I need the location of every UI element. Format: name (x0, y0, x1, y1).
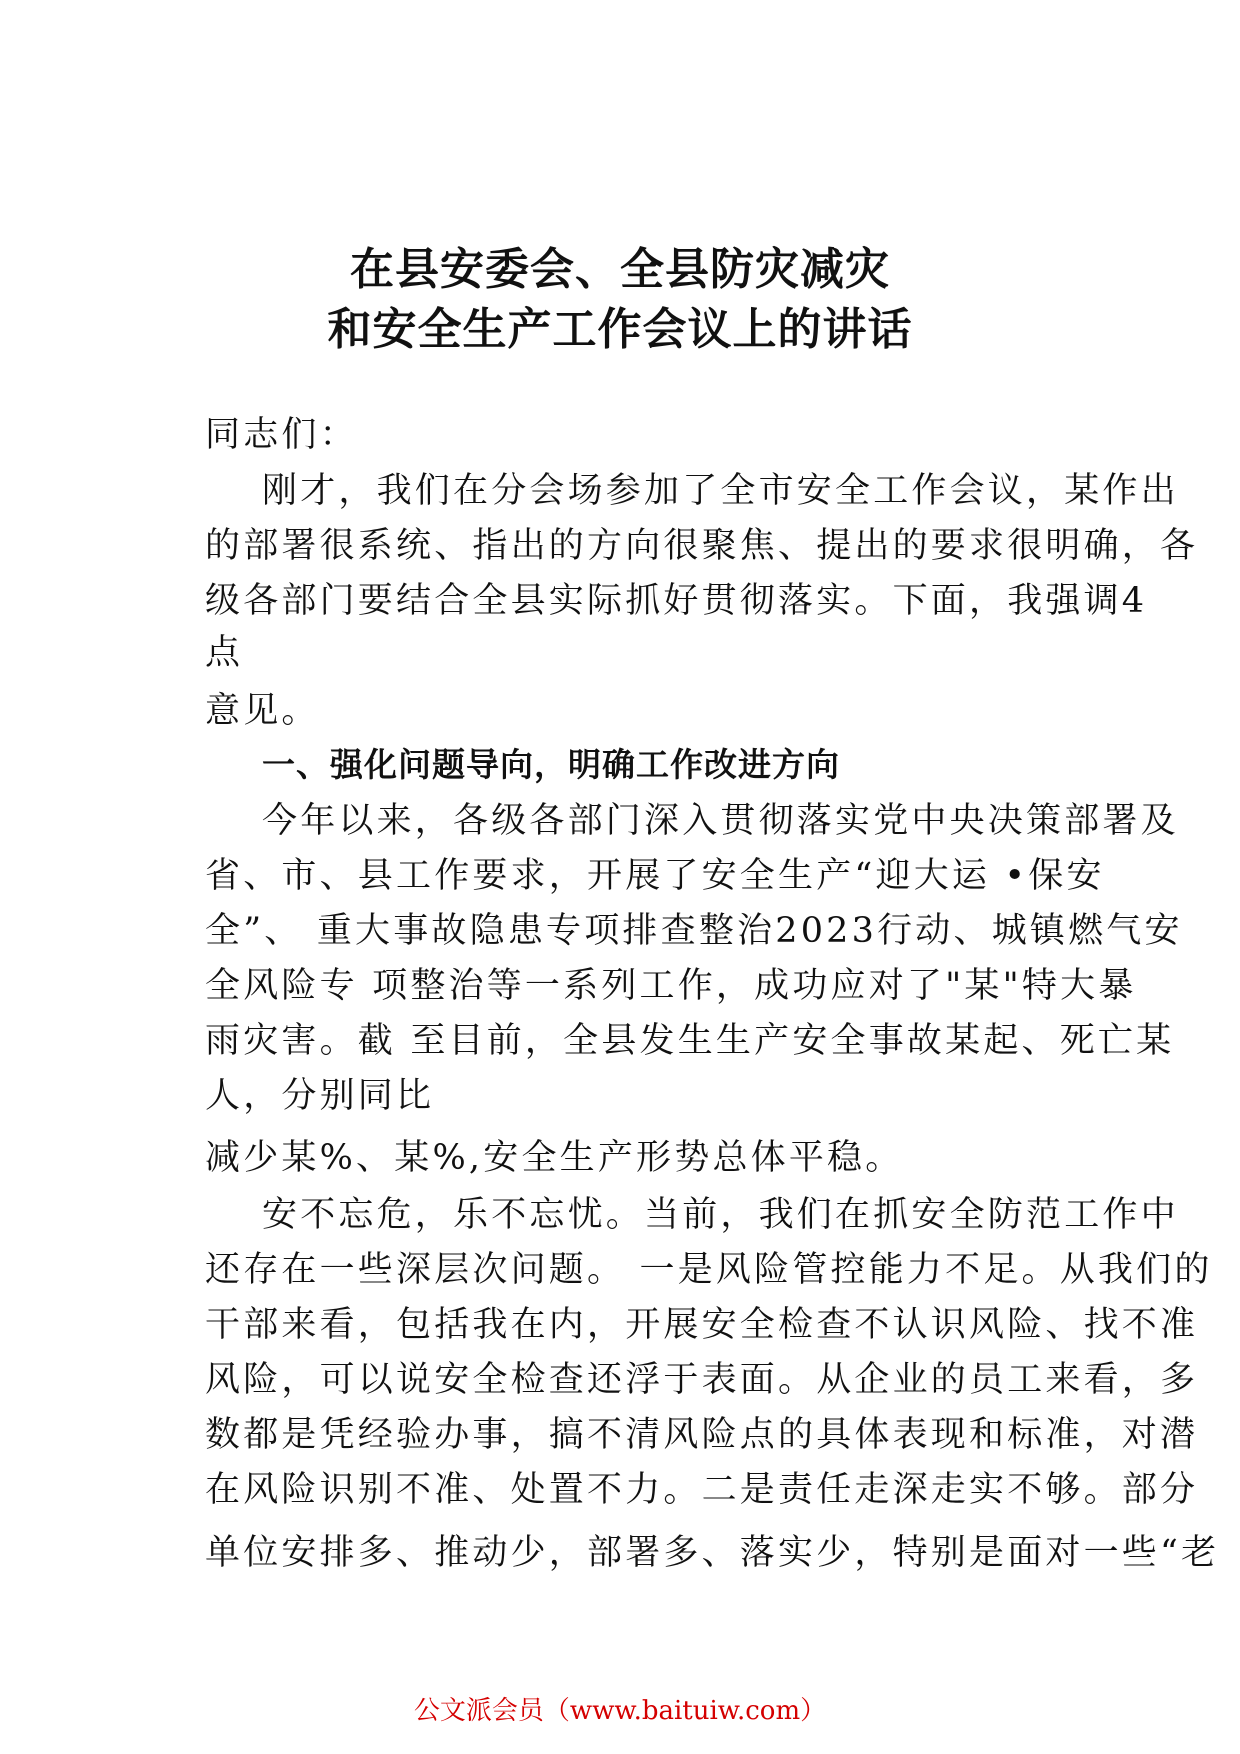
body-line: 全风险专 项整治等一系列工作，成功应对了"某"特大暴 (205, 966, 1137, 1006)
body-line: 单位安排多、推动少，部署多、落实少，特别是面对一些“老 (205, 1533, 1220, 1573)
body-line: 减少某%、某%,安全生产形势总体平稳。 (205, 1138, 904, 1178)
body-line: 雨灾害。截 至目前，全县发生生产安全事故某起、死亡某 (205, 1021, 1175, 1061)
body-line: 人，分别同比 (205, 1076, 435, 1116)
body-line: 风险，可以说安全检查还浮于表面。从企业的员工来看，多 (205, 1360, 1199, 1400)
section-heading: 一、强化问题导向，明确工作改进方向 (262, 745, 840, 784)
body-line: 安不忘危，乐不忘忧。当前，我们在抓安全防范工作中 (262, 1195, 1179, 1235)
body-line: 刚才，我们在分会场参加了全市安全工作会议，某作出 (262, 471, 1179, 511)
body-line: 数都是凭经验办事，搞不清风险点的具体表现和标准，对潜 (205, 1415, 1199, 1455)
body-line: 级各部门要结合全县实际抓好贯彻落实。下面，我强调4 (205, 581, 1148, 621)
title-line-2: 和安全生产工作会议上的讲话 (327, 304, 913, 355)
document-title (0, 240, 1240, 360)
footer-watermark-link[interactable]: 公文派会员（www.baituiw.com） (413, 1696, 827, 1726)
body-line: 全”、 重大事故隐患专项排查整治2023行动、城镇燃气安 (205, 911, 1183, 951)
body-line: 今年以来，各级各部门深入贯彻落实党中央决策部署及 (262, 801, 1179, 841)
body-line: 的部署很系统、指出的方向很聚焦、提出的要求很明确，各 (205, 526, 1199, 566)
body-line: 干部来看，包括我在内，开展安全检查不认识风险、找不准 (205, 1305, 1199, 1345)
body-line: 省、市、县工作要求，开展了安全生产“迎大运 •保安 (205, 856, 1105, 896)
body-line: 在风险识别不准、处置不力。二是责任走深走实不够。部分 (205, 1470, 1199, 1510)
body-line: 意见。 (205, 691, 320, 731)
title-line-1: 在县安委会、全县防灾减灾 (350, 244, 890, 295)
body-line: 还存在一些深层次问题。 一是风险管控能力不足。从我们的 (205, 1250, 1213, 1290)
salutation: 同志们： (205, 415, 358, 455)
body-line: 点 (205, 633, 244, 673)
